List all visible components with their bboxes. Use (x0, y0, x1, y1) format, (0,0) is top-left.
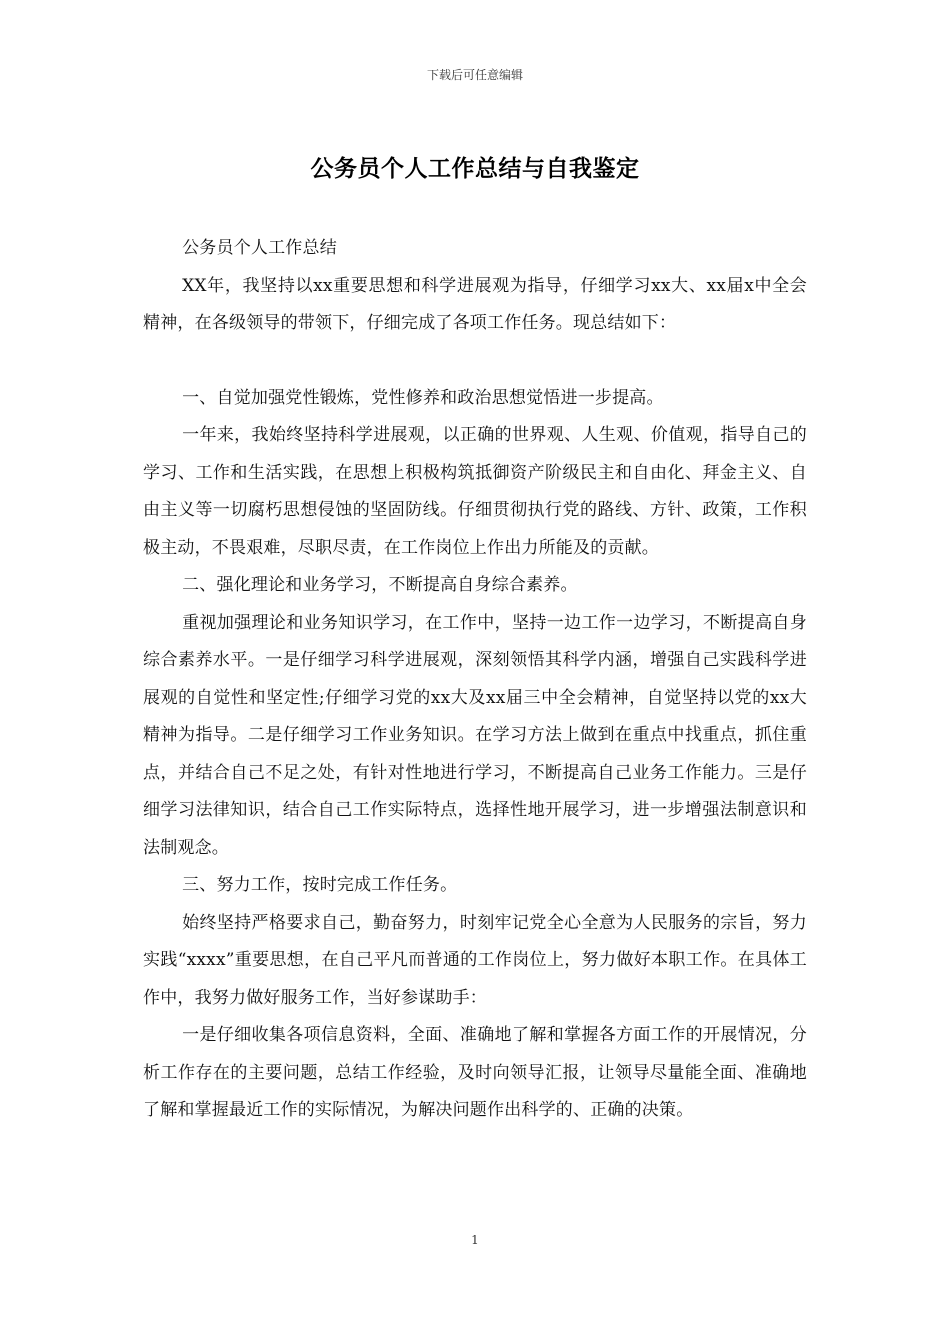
paragraph-body-2: 重视加强理论和业务知识学习，在工作中，坚持一边工作一边学习，不断提高自身综合素养水平。一是仔细学习科学进展观，深刻领悟其科学内涵，增强自己实践科学进展观的自觉性和坚定性;仔细学习党的xx大及xx届三中全会精神，自觉坚持以党的xx大精神为指导。二是仔细学习工作业务知识。在学习方法上做到在重点中找重点，抓住重点，并结合自己不足之处，有针对性地进行学习，不断提高自己业务工作能力。三是仔细学习法律知识，结合自己工作实际特点，选择性地开展学习，进一步增强法制意识和法制观念。 (143, 612, 807, 858)
paragraph-body-3: 始终坚持严格要求自己，勤奋努力，时刻牢记党全心全意为人民服务的宗旨，努力实践“xxxx”重要思想，在自己平凡而普通的工作岗位上，努力做好本职工作。在具体工作中，我努力做好服务工作，当好参谋助手： (143, 912, 807, 1008)
document-title: 公务员个人工作总结与自我鉴定 (310, 156, 640, 182)
paragraph-section-heading: 公务员个人工作总结 (182, 238, 337, 258)
paragraph-intro: XX年，我坚持以xx重要思想和科学进展观为指导，仔细学习xx大、xx届x中全会精神，在各级领导的带领下，仔细完成了各项工作任务。现总结如下： (143, 275, 807, 333)
paragraph-body-4: 一是仔细收集各项信息资料，全面、准确地了解和掌握各方面工作的开展情况，分析工作存在的主要问题，总结工作经验，及时向领导汇报，让领导尽量能全面、准确地了解和掌握最近工作的实际情况，为解决问题作出科学的、正确的决策。 (143, 1025, 807, 1120)
paragraph-heading-2: 二、强化理论和业务学习，不断提高自身综合素养。 (182, 575, 578, 595)
header-note: 下载后可任意编辑 (426, 68, 523, 82)
paragraph-heading-3: 三、努力工作，按时完成工作任务。 (182, 875, 458, 895)
document-body (143, 230, 807, 1130)
paragraph-body-1: 一年来，我始终坚持科学进展观，以正确的世界观、人生观、价值观，指导自己的学习、工作和生活实践，在思想上积极构筑抵御资产阶级民主和自由化、拜金主义、自由主义等一切腐朽思想侵蚀的坚固防线。仔细贯彻执行党的路线、方针、政策，工作积极主动，不畏艰难，尽职尽责，在工作岗位上作出力所能及的贡献。 (143, 425, 807, 558)
paragraph-heading-1: 一、自觉加强党性锻炼，党性修养和政治思想觉悟进一步提高。 (182, 387, 664, 408)
page-number: 1 (471, 1233, 479, 1247)
